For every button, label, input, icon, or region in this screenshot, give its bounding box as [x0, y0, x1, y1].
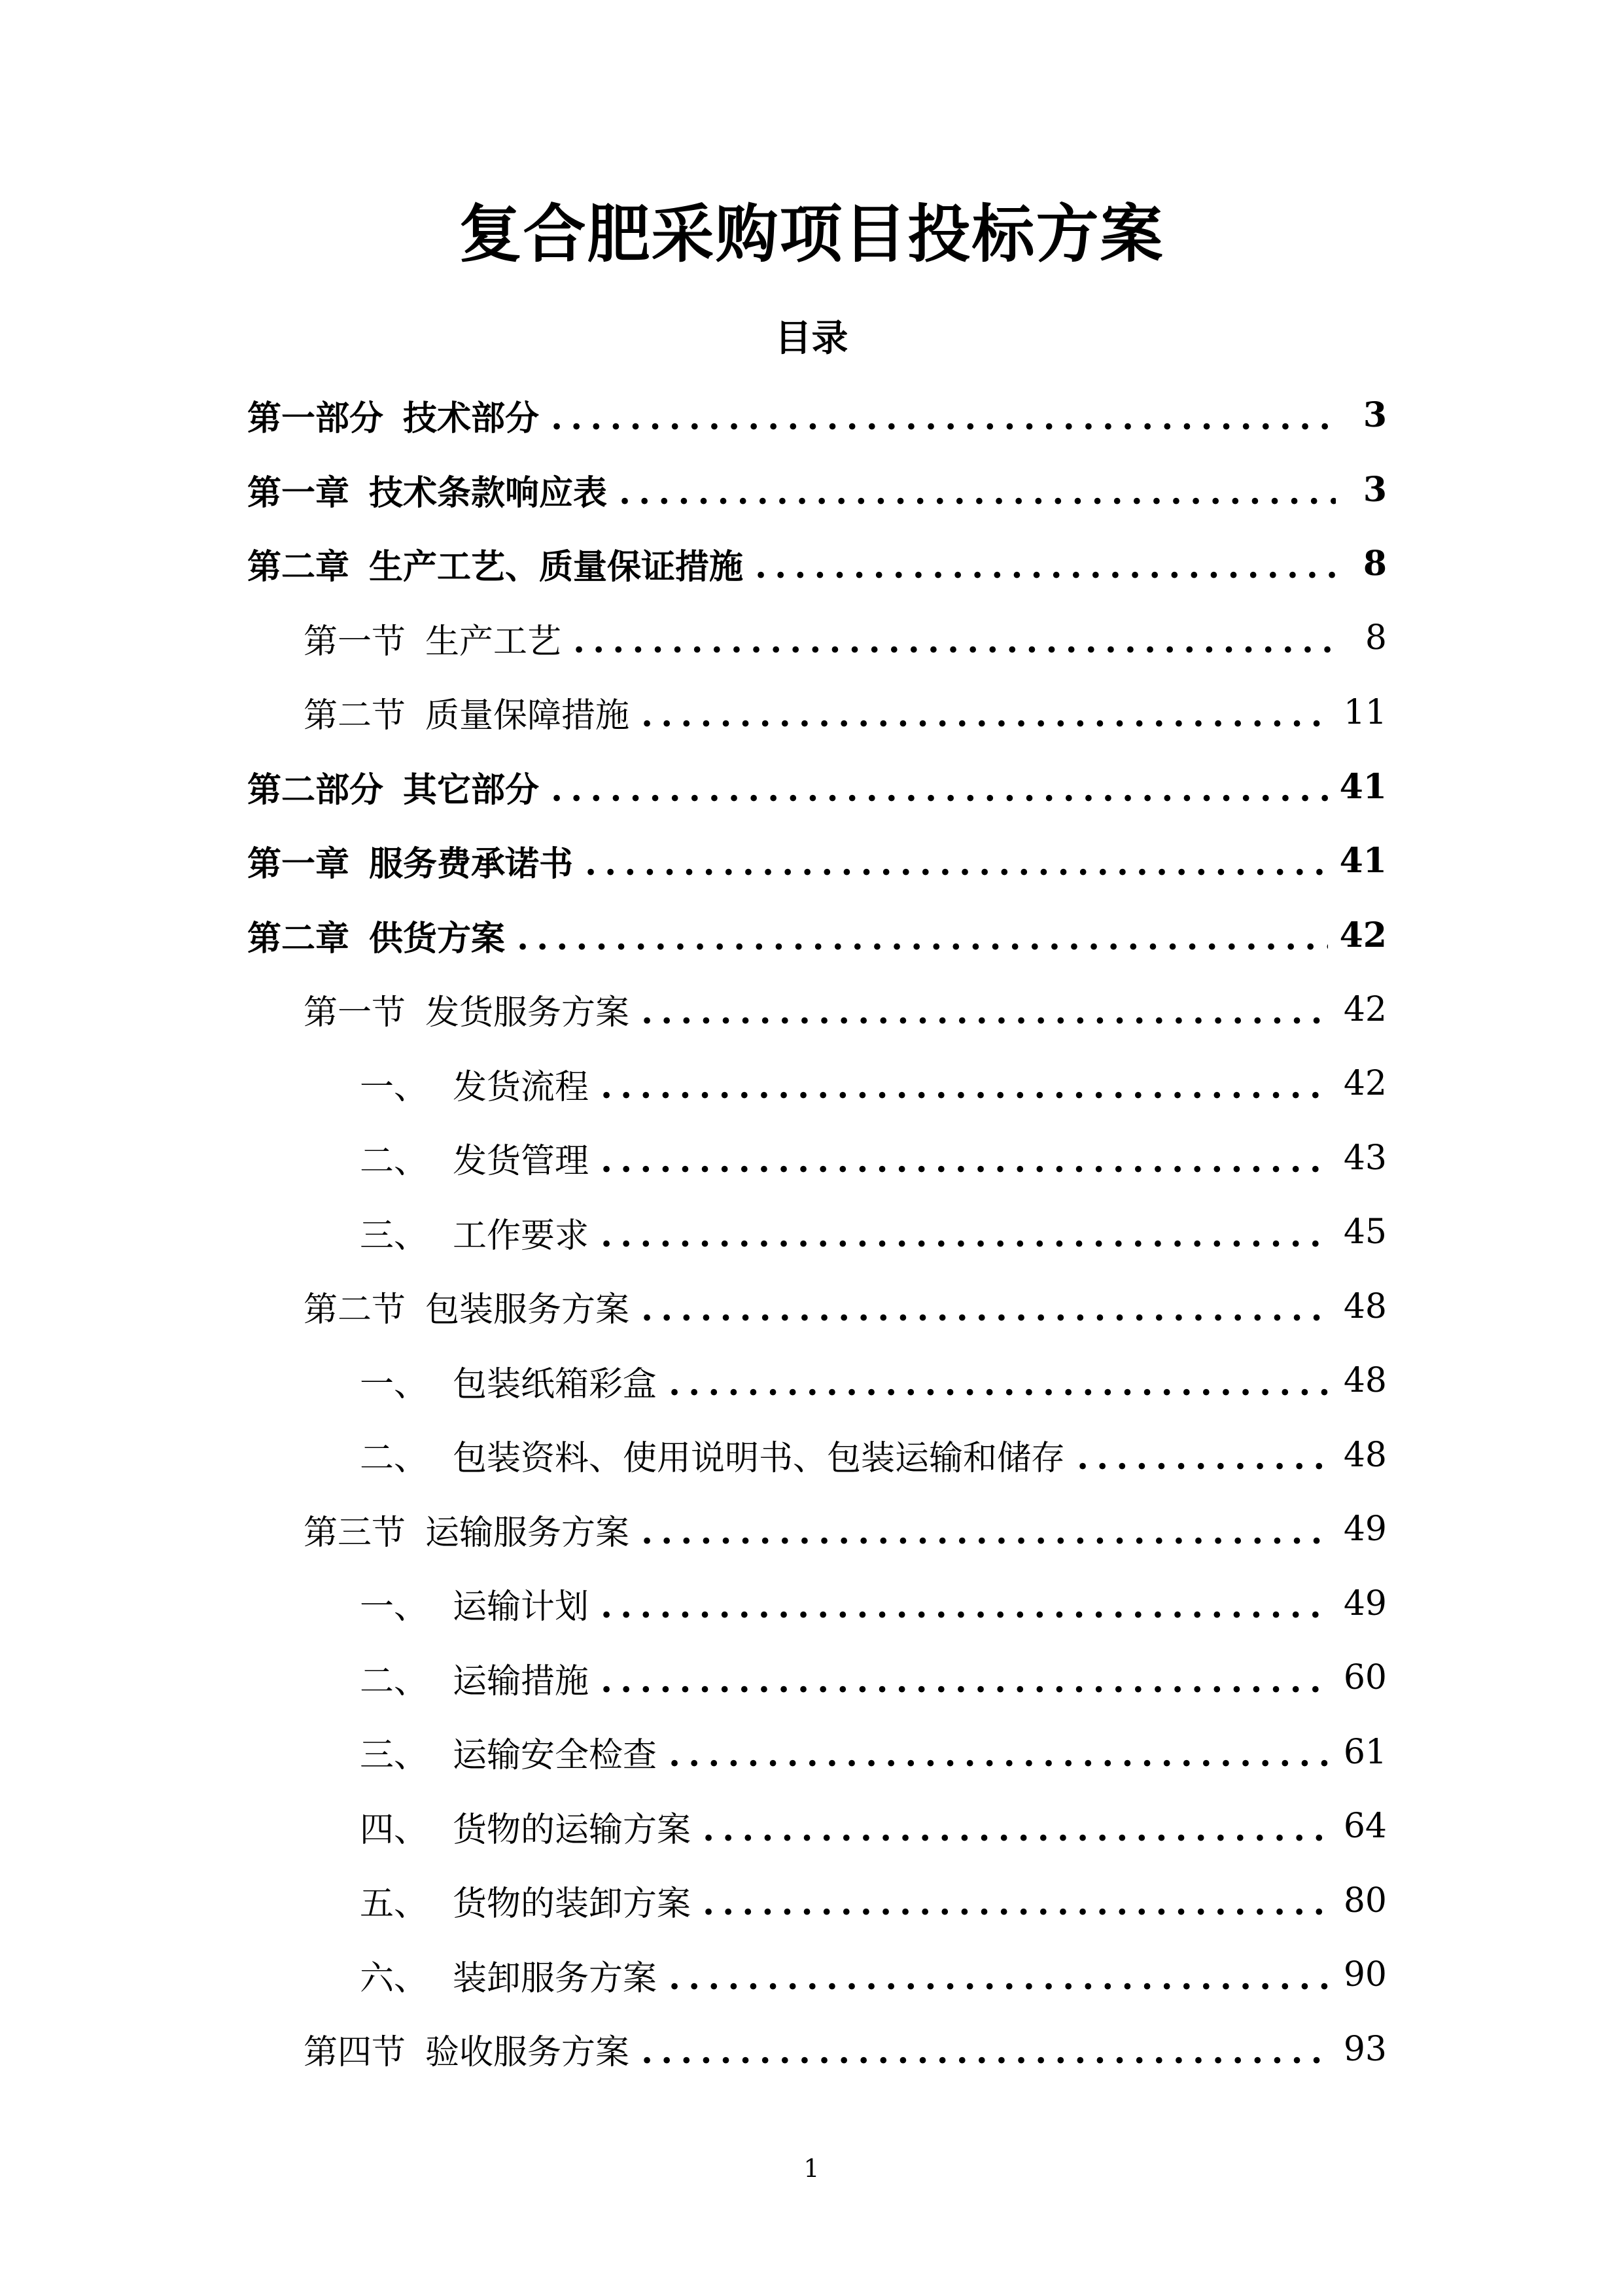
toc-entry-number: 第二章	[247, 918, 350, 959]
toc-entry[interactable]	[247, 1938, 1387, 2013]
toc-entry-page: 42	[1339, 915, 1387, 955]
toc-entry[interactable]	[247, 1047, 1387, 1122]
table-of-contents	[247, 378, 1387, 2087]
toc-entry[interactable]	[247, 1641, 1387, 1716]
toc-entry[interactable]	[247, 1269, 1387, 1344]
toc-dot-leader	[641, 992, 1332, 1032]
toc-entry[interactable]	[247, 527, 1387, 601]
toc-entry-label: 技术部分	[403, 398, 540, 439]
toc-entry-number: 第一节	[304, 622, 406, 662]
toc-entry[interactable]	[247, 972, 1387, 1047]
toc-dot-leader	[703, 1809, 1332, 1849]
toc-entry-page: 8	[1363, 544, 1387, 584]
toc-entry-page: 64	[1343, 1807, 1387, 1846]
toc-entry-label: 发货管理	[453, 1142, 589, 1182]
toc-dot-leader	[573, 621, 1336, 661]
toc-entry[interactable]	[247, 1566, 1387, 1641]
toc-dot-leader	[551, 769, 1328, 809]
toc-dot-leader	[601, 1140, 1332, 1180]
toc-entry[interactable]	[247, 1418, 1387, 1492]
toc-entry-label: 包装纸箱彩盒	[453, 1364, 657, 1404]
toc-heading: 目录	[775, 317, 848, 360]
toc-dot-leader	[601, 1067, 1332, 1106]
toc-entry-page: 11	[1343, 692, 1387, 732]
toc-dot-leader	[517, 918, 1328, 958]
toc-entry-number: 第一节	[304, 993, 406, 1033]
toc-dot-leader	[641, 2032, 1332, 2072]
page-number: 1	[803, 2154, 820, 2183]
toc-entry-label: 生产工艺、质量保证措施	[369, 547, 744, 588]
toc-entry[interactable]	[247, 2012, 1387, 2087]
toc-entry-number: 第二节	[304, 1290, 406, 1330]
toc-entry-number: 一、	[360, 1067, 428, 1107]
toc-entry[interactable]	[247, 1715, 1387, 1790]
toc-entry-page: 42	[1343, 1064, 1387, 1104]
toc-entry-page: 80	[1343, 1881, 1387, 1920]
toc-dot-leader	[1077, 1438, 1332, 1477]
toc-entry-label: 货物的装卸方案	[453, 1884, 691, 1924]
toc-dot-leader	[669, 1364, 1332, 1404]
toc-entry-label: 包装资料、使用说明书、包装运输和储存	[453, 1439, 1066, 1479]
toc-entry[interactable]	[247, 378, 1387, 453]
toc-entry-page: 3	[1363, 469, 1387, 510]
toc-entry-page: 49	[1343, 1583, 1387, 1623]
toc-entry-number: 一、	[360, 1364, 428, 1404]
toc-entry-label: 货物的运输方案	[453, 1810, 691, 1850]
toc-entry-page: 48	[1343, 1435, 1387, 1475]
toc-entry-label: 工作要求	[453, 1216, 589, 1256]
toc-entry[interactable]	[247, 1863, 1387, 1938]
toc-entry[interactable]	[247, 601, 1387, 676]
toc-entry[interactable]	[247, 453, 1387, 527]
toc-entry-label: 服务费承诺书	[369, 844, 574, 885]
toc-entry-label: 运输安全检查	[453, 1736, 657, 1776]
toc-entry-number: 第二节	[304, 696, 406, 736]
toc-entry-number: 第三节	[304, 1513, 406, 1553]
toc-entry-label: 生产工艺	[425, 622, 562, 662]
toc-entry-number: 五、	[360, 1884, 428, 1924]
toc-entry[interactable]	[247, 750, 1387, 824]
toc-entry-label: 装卸服务方案	[453, 1958, 657, 1998]
toc-entry-number: 二、	[360, 1661, 428, 1701]
toc-dot-leader	[703, 1883, 1332, 1923]
toc-entry-label: 验收服务方案	[425, 2033, 630, 2073]
toc-entry-number: 六、	[360, 1958, 428, 1998]
toc-dot-leader	[551, 398, 1336, 438]
toc-entry-label: 运输服务方案	[425, 1513, 630, 1553]
toc-entry-page: 48	[1343, 1286, 1387, 1326]
toc-dot-leader	[601, 1215, 1332, 1255]
document-title: 复合肥采购项目投标方案	[459, 197, 1164, 271]
toc-entry-page: 42	[1343, 989, 1387, 1029]
toc-dot-leader	[669, 1735, 1332, 1775]
toc-entry[interactable]	[247, 898, 1387, 973]
toc-entry-page: 45	[1343, 1212, 1387, 1252]
toc-entry-page: 48	[1343, 1361, 1387, 1401]
toc-dot-leader	[641, 695, 1332, 735]
toc-entry-label: 质量保障措施	[425, 696, 630, 736]
toc-entry-number: 第一章	[247, 844, 350, 885]
toc-entry-number: 一、	[360, 1587, 428, 1627]
toc-entry-label: 发货服务方案	[425, 993, 630, 1033]
toc-entry-page: 41	[1339, 766, 1387, 807]
toc-dot-leader	[601, 1661, 1332, 1701]
toc-dot-leader	[641, 1289, 1332, 1329]
toc-entry[interactable]	[247, 1195, 1387, 1270]
toc-entry-page: 90	[1343, 1955, 1387, 1995]
toc-entry-page: 93	[1343, 2029, 1387, 2069]
toc-entry-label: 技术条款响应表	[369, 472, 608, 513]
toc-entry-page: 49	[1343, 1510, 1387, 1549]
toc-entry-label: 运输措施	[453, 1661, 589, 1701]
toc-entry-number: 第四节	[304, 2033, 406, 2073]
toc-dot-leader	[601, 1586, 1332, 1626]
toc-entry-label: 发货流程	[453, 1067, 589, 1107]
toc-dot-leader	[669, 1958, 1332, 1998]
toc-entry-number: 三、	[360, 1736, 428, 1776]
toc-entry-number: 第二章	[247, 547, 350, 588]
toc-entry-label: 供货方案	[369, 918, 506, 959]
toc-entry-label: 其它部分	[403, 769, 540, 810]
toc-entry-page: 43	[1343, 1138, 1387, 1178]
toc-entry[interactable]	[247, 675, 1387, 750]
toc-entry-page: 3	[1363, 395, 1387, 436]
toc-entry[interactable]	[247, 824, 1387, 898]
toc-dot-leader	[619, 472, 1336, 512]
toc-entry-number: 第二部分	[247, 769, 384, 810]
toc-entry-page: 8	[1365, 618, 1387, 658]
toc-entry-number: 二、	[360, 1439, 428, 1479]
toc-entry[interactable]	[247, 1344, 1387, 1419]
toc-entry-page: 60	[1343, 1658, 1387, 1698]
toc-entry-label: 包装服务方案	[425, 1290, 630, 1330]
toc-entry[interactable]	[247, 1492, 1387, 1567]
toc-dot-leader	[755, 546, 1336, 586]
toc-entry-number: 四、	[360, 1810, 428, 1850]
toc-entry-page: 61	[1343, 1732, 1387, 1772]
toc-dot-leader	[585, 843, 1328, 883]
toc-entry-page: 41	[1339, 841, 1387, 881]
toc-entry-number: 第一部分	[247, 398, 384, 439]
toc-entry[interactable]	[247, 1121, 1387, 1195]
toc-dot-leader	[641, 1512, 1332, 1552]
toc-entry[interactable]	[247, 1790, 1387, 1864]
toc-entry-number: 第一章	[247, 472, 350, 513]
toc-entry-label: 运输计划	[453, 1587, 589, 1627]
toc-entry-number: 二、	[360, 1142, 428, 1182]
toc-entry-number: 三、	[360, 1216, 428, 1256]
